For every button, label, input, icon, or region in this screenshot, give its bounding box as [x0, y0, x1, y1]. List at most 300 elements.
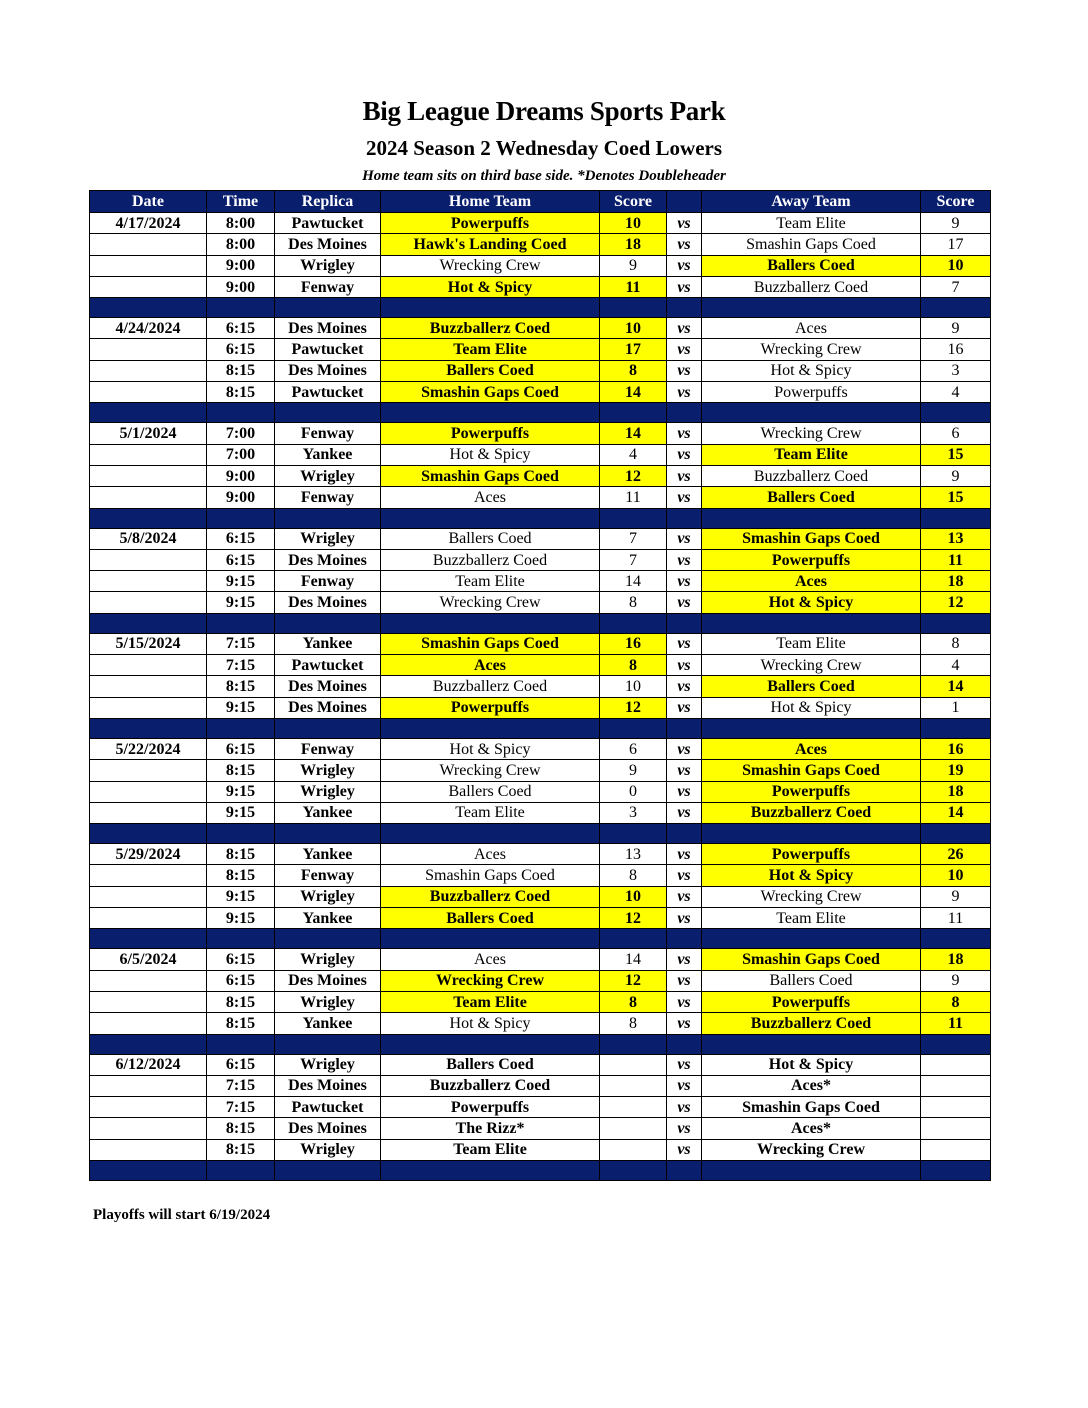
separator-cell: [921, 1034, 991, 1054]
away-score: 16: [921, 738, 991, 759]
game-field: Fenway: [275, 276, 381, 297]
away-team: Hot & Spicy: [702, 1054, 921, 1075]
vs-label: vs: [667, 949, 702, 970]
game-time: 7:15: [207, 1097, 275, 1118]
separator-cell: [921, 929, 991, 949]
separator-cell: [90, 824, 207, 844]
game-date: [90, 886, 207, 907]
home-score: 10: [600, 213, 667, 234]
separator-cell: [90, 298, 207, 318]
game-date: [90, 697, 207, 718]
separator-cell: [600, 824, 667, 844]
vs-label: vs: [667, 1139, 702, 1160]
game-time: 8:15: [207, 865, 275, 886]
away-score: 14: [921, 676, 991, 697]
away-team: Buzzballerz Coed: [702, 1013, 921, 1034]
away-score: 17: [921, 234, 991, 255]
separator-cell: [921, 718, 991, 738]
separator-cell: [275, 613, 381, 633]
game-date: [90, 592, 207, 613]
separator-cell: [90, 1160, 207, 1180]
game-date: [90, 991, 207, 1012]
game-row: [90, 571, 991, 592]
separator-cell: [667, 403, 702, 423]
game-date: [90, 571, 207, 592]
week-separator: [90, 403, 991, 423]
home-team: Hot & Spicy: [381, 276, 600, 297]
game-row: [90, 1054, 991, 1075]
game-field: Wrigley: [275, 255, 381, 276]
game-date: [90, 802, 207, 823]
away-team: Powerpuffs: [702, 781, 921, 802]
week-separator: [90, 718, 991, 738]
game-field: Yankee: [275, 1013, 381, 1034]
game-date: 5/29/2024: [90, 844, 207, 865]
away-score: 9: [921, 970, 991, 991]
game-time: 8:15: [207, 1139, 275, 1160]
away-team: Team Elite: [702, 213, 921, 234]
game-field: Des Moines: [275, 592, 381, 613]
home-score: 14: [600, 423, 667, 444]
away-score: 9: [921, 465, 991, 486]
separator-cell: [667, 613, 702, 633]
week-separator: [90, 298, 991, 318]
vs-label: vs: [667, 991, 702, 1012]
game-field: Pawtucket: [275, 339, 381, 360]
schedule-body: [90, 213, 991, 1181]
away-score: 14: [921, 802, 991, 823]
game-row: [90, 781, 991, 802]
game-row: [90, 844, 991, 865]
separator-cell: [600, 1034, 667, 1054]
vs-label: vs: [667, 318, 702, 339]
game-field: Des Moines: [275, 318, 381, 339]
home-score: 12: [600, 465, 667, 486]
home-team: Buzzballerz Coed: [381, 549, 600, 570]
separator-cell: [921, 824, 991, 844]
separator-cell: [702, 298, 921, 318]
game-field: Fenway: [275, 571, 381, 592]
game-field: Wrigley: [275, 949, 381, 970]
game-time: 7:15: [207, 1075, 275, 1096]
game-row: [90, 465, 991, 486]
game-row: [90, 1075, 991, 1096]
week-separator: [90, 824, 991, 844]
home-score: 14: [600, 382, 667, 403]
separator-cell: [207, 718, 275, 738]
home-score: 8: [600, 592, 667, 613]
away-score: 11: [921, 908, 991, 929]
separator-cell: [90, 718, 207, 738]
page-title: Big League Dreams Sports Park: [362, 96, 726, 126]
game-date: 5/15/2024: [90, 633, 207, 654]
vs-label: vs: [667, 655, 702, 676]
vs-label: vs: [667, 865, 702, 886]
away-score: 13: [921, 528, 991, 549]
game-date: 5/22/2024: [90, 738, 207, 759]
game-date: [90, 781, 207, 802]
home-team: Hot & Spicy: [381, 738, 600, 759]
vs-label: vs: [667, 970, 702, 991]
game-field: Des Moines: [275, 676, 381, 697]
home-team: Buzzballerz Coed: [381, 1075, 600, 1096]
separator-cell: [207, 298, 275, 318]
separator-cell: [90, 508, 207, 528]
home-team: Smashin Gaps Coed: [381, 382, 600, 403]
vs-label: vs: [667, 255, 702, 276]
home-score: 10: [600, 676, 667, 697]
home-team: Ballers Coed: [381, 1054, 600, 1075]
game-field: Wrigley: [275, 781, 381, 802]
home-score: 10: [600, 886, 667, 907]
away-team: Wrecking Crew: [702, 886, 921, 907]
game-date: [90, 1139, 207, 1160]
game-row: [90, 991, 991, 1012]
home-score: 11: [600, 487, 667, 508]
column-header-away-score: Score: [921, 191, 991, 213]
week-separator: [90, 613, 991, 633]
game-date: [90, 1118, 207, 1139]
home-team: Hawk's Landing Coed: [381, 234, 600, 255]
away-score: 1: [921, 697, 991, 718]
column-header-home-score: Score: [600, 191, 667, 213]
game-date: [90, 865, 207, 886]
separator-cell: [702, 824, 921, 844]
separator-cell: [600, 718, 667, 738]
home-team: Buzzballerz Coed: [381, 676, 600, 697]
game-time: 9:15: [207, 781, 275, 802]
game-row: [90, 549, 991, 570]
game-time: 8:15: [207, 382, 275, 403]
game-field: Pawtucket: [275, 382, 381, 403]
separator-cell: [667, 929, 702, 949]
game-field: Des Moines: [275, 1118, 381, 1139]
game-date: [90, 382, 207, 403]
separator-cell: [921, 613, 991, 633]
away-team: Buzzballerz Coed: [702, 276, 921, 297]
schedule-note: Home team sits on third base side. *Denotes Doubleheader: [362, 168, 726, 184]
home-score: 14: [600, 949, 667, 970]
away-team: Smashin Gaps Coed: [702, 760, 921, 781]
vs-label: vs: [667, 802, 702, 823]
separator-cell: [667, 1160, 702, 1180]
game-row: [90, 865, 991, 886]
game-time: 8:00: [207, 213, 275, 234]
home-team: Hot & Spicy: [381, 444, 600, 465]
separator-cell: [207, 403, 275, 423]
game-field: Des Moines: [275, 549, 381, 570]
separator-cell: [207, 508, 275, 528]
home-score: 17: [600, 339, 667, 360]
game-row: [90, 970, 991, 991]
separator-cell: [90, 1034, 207, 1054]
game-time: 8:15: [207, 1118, 275, 1139]
separator-cell: [600, 508, 667, 528]
away-team: Smashin Gaps Coed: [702, 949, 921, 970]
home-team: Buzzballerz Coed: [381, 318, 600, 339]
home-score: 13: [600, 844, 667, 865]
game-field: Pawtucket: [275, 213, 381, 234]
separator-cell: [275, 508, 381, 528]
away-team: Ballers Coed: [702, 970, 921, 991]
game-row: [90, 1097, 991, 1118]
away-team: Hot & Spicy: [702, 360, 921, 381]
game-time: 6:15: [207, 528, 275, 549]
game-time: 6:15: [207, 949, 275, 970]
column-header-replica: Replica: [275, 191, 381, 213]
game-field: Wrigley: [275, 1054, 381, 1075]
away-score: 10: [921, 865, 991, 886]
game-field: Wrigley: [275, 760, 381, 781]
game-field: Yankee: [275, 844, 381, 865]
home-team: Ballers Coed: [381, 781, 600, 802]
game-date: [90, 655, 207, 676]
vs-label: vs: [667, 844, 702, 865]
away-team: Buzzballerz Coed: [702, 465, 921, 486]
separator-cell: [207, 1160, 275, 1180]
away-team: Powerpuffs: [702, 844, 921, 865]
vs-label: vs: [667, 886, 702, 907]
game-time: 9:15: [207, 886, 275, 907]
separator-cell: [921, 508, 991, 528]
game-time: 8:00: [207, 234, 275, 255]
home-score: [600, 1118, 667, 1139]
away-team: Buzzballerz Coed: [702, 802, 921, 823]
game-row: [90, 655, 991, 676]
game-date: [90, 1013, 207, 1034]
game-date: 5/8/2024: [90, 528, 207, 549]
away-team: Powerpuffs: [702, 549, 921, 570]
game-row: [90, 444, 991, 465]
vs-label: vs: [667, 382, 702, 403]
game-date: [90, 760, 207, 781]
home-team: Team Elite: [381, 339, 600, 360]
game-row: [90, 382, 991, 403]
separator-cell: [600, 403, 667, 423]
separator-cell: [921, 298, 991, 318]
vs-label: vs: [667, 360, 702, 381]
game-time: 6:15: [207, 318, 275, 339]
home-team: Wrecking Crew: [381, 255, 600, 276]
away-team: Wrecking Crew: [702, 423, 921, 444]
away-score: 8: [921, 991, 991, 1012]
game-date: 6/12/2024: [90, 1054, 207, 1075]
separator-cell: [275, 1034, 381, 1054]
away-team: Ballers Coed: [702, 487, 921, 508]
separator-cell: [207, 613, 275, 633]
separator-cell: [275, 929, 381, 949]
home-team: Ballers Coed: [381, 528, 600, 549]
game-date: [90, 1097, 207, 1118]
home-team: Smashin Gaps Coed: [381, 633, 600, 654]
game-time: 8:15: [207, 1013, 275, 1034]
home-team: Team Elite: [381, 802, 600, 823]
away-score: 19: [921, 760, 991, 781]
away-team: Powerpuffs: [702, 382, 921, 403]
home-score: 12: [600, 970, 667, 991]
game-row: [90, 318, 991, 339]
game-time: 9:00: [207, 255, 275, 276]
game-row: [90, 1139, 991, 1160]
home-score: 6: [600, 738, 667, 759]
separator-cell: [207, 1034, 275, 1054]
home-team: Smashin Gaps Coed: [381, 865, 600, 886]
vs-label: vs: [667, 697, 702, 718]
game-row: [90, 213, 991, 234]
game-time: 6:15: [207, 1054, 275, 1075]
vs-label: vs: [667, 528, 702, 549]
vs-label: vs: [667, 234, 702, 255]
game-field: Des Moines: [275, 697, 381, 718]
home-score: 9: [600, 255, 667, 276]
away-team: Team Elite: [702, 633, 921, 654]
home-team: Powerpuffs: [381, 423, 600, 444]
away-score: 4: [921, 655, 991, 676]
game-row: [90, 360, 991, 381]
game-date: [90, 676, 207, 697]
game-date: 5/1/2024: [90, 423, 207, 444]
home-team: Ballers Coed: [381, 908, 600, 929]
separator-cell: [381, 929, 600, 949]
away-team: Smashin Gaps Coed: [702, 528, 921, 549]
home-score: 14: [600, 571, 667, 592]
home-team: Team Elite: [381, 991, 600, 1012]
vs-label: vs: [667, 1054, 702, 1075]
game-time: 7:00: [207, 423, 275, 444]
home-team: Aces: [381, 487, 600, 508]
game-time: 9:15: [207, 802, 275, 823]
away-team: Hot & Spicy: [702, 865, 921, 886]
home-team: The Rizz*: [381, 1118, 600, 1139]
game-date: [90, 234, 207, 255]
game-field: Fenway: [275, 487, 381, 508]
separator-cell: [667, 824, 702, 844]
home-score: 9: [600, 760, 667, 781]
away-score: 7: [921, 276, 991, 297]
separator-cell: [702, 508, 921, 528]
vs-label: vs: [667, 571, 702, 592]
away-score: 6: [921, 423, 991, 444]
away-score: 8: [921, 633, 991, 654]
game-field: Pawtucket: [275, 1097, 381, 1118]
vs-label: vs: [667, 213, 702, 234]
separator-cell: [275, 298, 381, 318]
home-team: Hot & Spicy: [381, 1013, 600, 1034]
column-header-away-team: Away Team: [702, 191, 921, 213]
game-date: [90, 549, 207, 570]
separator-cell: [381, 718, 600, 738]
separator-cell: [381, 613, 600, 633]
separator-cell: [600, 929, 667, 949]
away-score: 12: [921, 592, 991, 613]
game-field: Wrigley: [275, 465, 381, 486]
separator-cell: [381, 1034, 600, 1054]
home-score: 8: [600, 360, 667, 381]
home-team: Aces: [381, 655, 600, 676]
vs-label: vs: [667, 444, 702, 465]
home-team: Powerpuffs: [381, 213, 600, 234]
vs-label: vs: [667, 633, 702, 654]
vs-label: vs: [667, 908, 702, 929]
away-score: 9: [921, 886, 991, 907]
vs-label: vs: [667, 781, 702, 802]
home-score: 12: [600, 908, 667, 929]
away-score: 16: [921, 339, 991, 360]
separator-cell: [921, 1160, 991, 1180]
game-field: Fenway: [275, 738, 381, 759]
game-field: Yankee: [275, 633, 381, 654]
game-date: 4/24/2024: [90, 318, 207, 339]
column-header-vs: [667, 191, 702, 213]
game-date: [90, 908, 207, 929]
away-team: Aces*: [702, 1118, 921, 1139]
separator-cell: [275, 1160, 381, 1180]
home-score: 3: [600, 802, 667, 823]
away-team: Aces: [702, 318, 921, 339]
away-score: 11: [921, 549, 991, 570]
game-field: Yankee: [275, 802, 381, 823]
away-score: [921, 1139, 991, 1160]
away-score: 10: [921, 255, 991, 276]
away-score: [921, 1097, 991, 1118]
away-score: [921, 1118, 991, 1139]
game-field: Yankee: [275, 444, 381, 465]
home-score: 0: [600, 781, 667, 802]
game-date: [90, 465, 207, 486]
vs-label: vs: [667, 760, 702, 781]
game-row: [90, 339, 991, 360]
away-score: 9: [921, 213, 991, 234]
week-separator: [90, 508, 991, 528]
home-score: 8: [600, 1013, 667, 1034]
vs-label: vs: [667, 487, 702, 508]
vs-label: vs: [667, 549, 702, 570]
away-team: Wrecking Crew: [702, 1139, 921, 1160]
home-team: Powerpuffs: [381, 697, 600, 718]
away-score: 4: [921, 382, 991, 403]
away-score: 18: [921, 571, 991, 592]
away-team: Aces: [702, 738, 921, 759]
game-date: 4/17/2024: [90, 213, 207, 234]
column-header-date: Date: [90, 191, 207, 213]
home-team: Wrecking Crew: [381, 970, 600, 991]
vs-label: vs: [667, 1097, 702, 1118]
game-field: Des Moines: [275, 970, 381, 991]
game-row: [90, 802, 991, 823]
vs-label: vs: [667, 1075, 702, 1096]
away-score: 15: [921, 444, 991, 465]
separator-cell: [275, 824, 381, 844]
column-header-home-team: Home Team: [381, 191, 600, 213]
game-date: [90, 970, 207, 991]
game-field: Wrigley: [275, 991, 381, 1012]
game-date: [90, 276, 207, 297]
week-separator: [90, 1160, 991, 1180]
home-score: [600, 1075, 667, 1096]
playoffs-note: Playoffs will start 6/19/2024: [93, 1207, 271, 1223]
home-score: 8: [600, 991, 667, 1012]
separator-cell: [921, 403, 991, 423]
separator-cell: [275, 403, 381, 423]
away-score: 18: [921, 949, 991, 970]
game-time: 8:15: [207, 676, 275, 697]
separator-cell: [702, 403, 921, 423]
table-header-row: [90, 191, 991, 213]
game-date: [90, 255, 207, 276]
home-team: Team Elite: [381, 571, 600, 592]
away-score: 18: [921, 781, 991, 802]
home-score: 7: [600, 528, 667, 549]
